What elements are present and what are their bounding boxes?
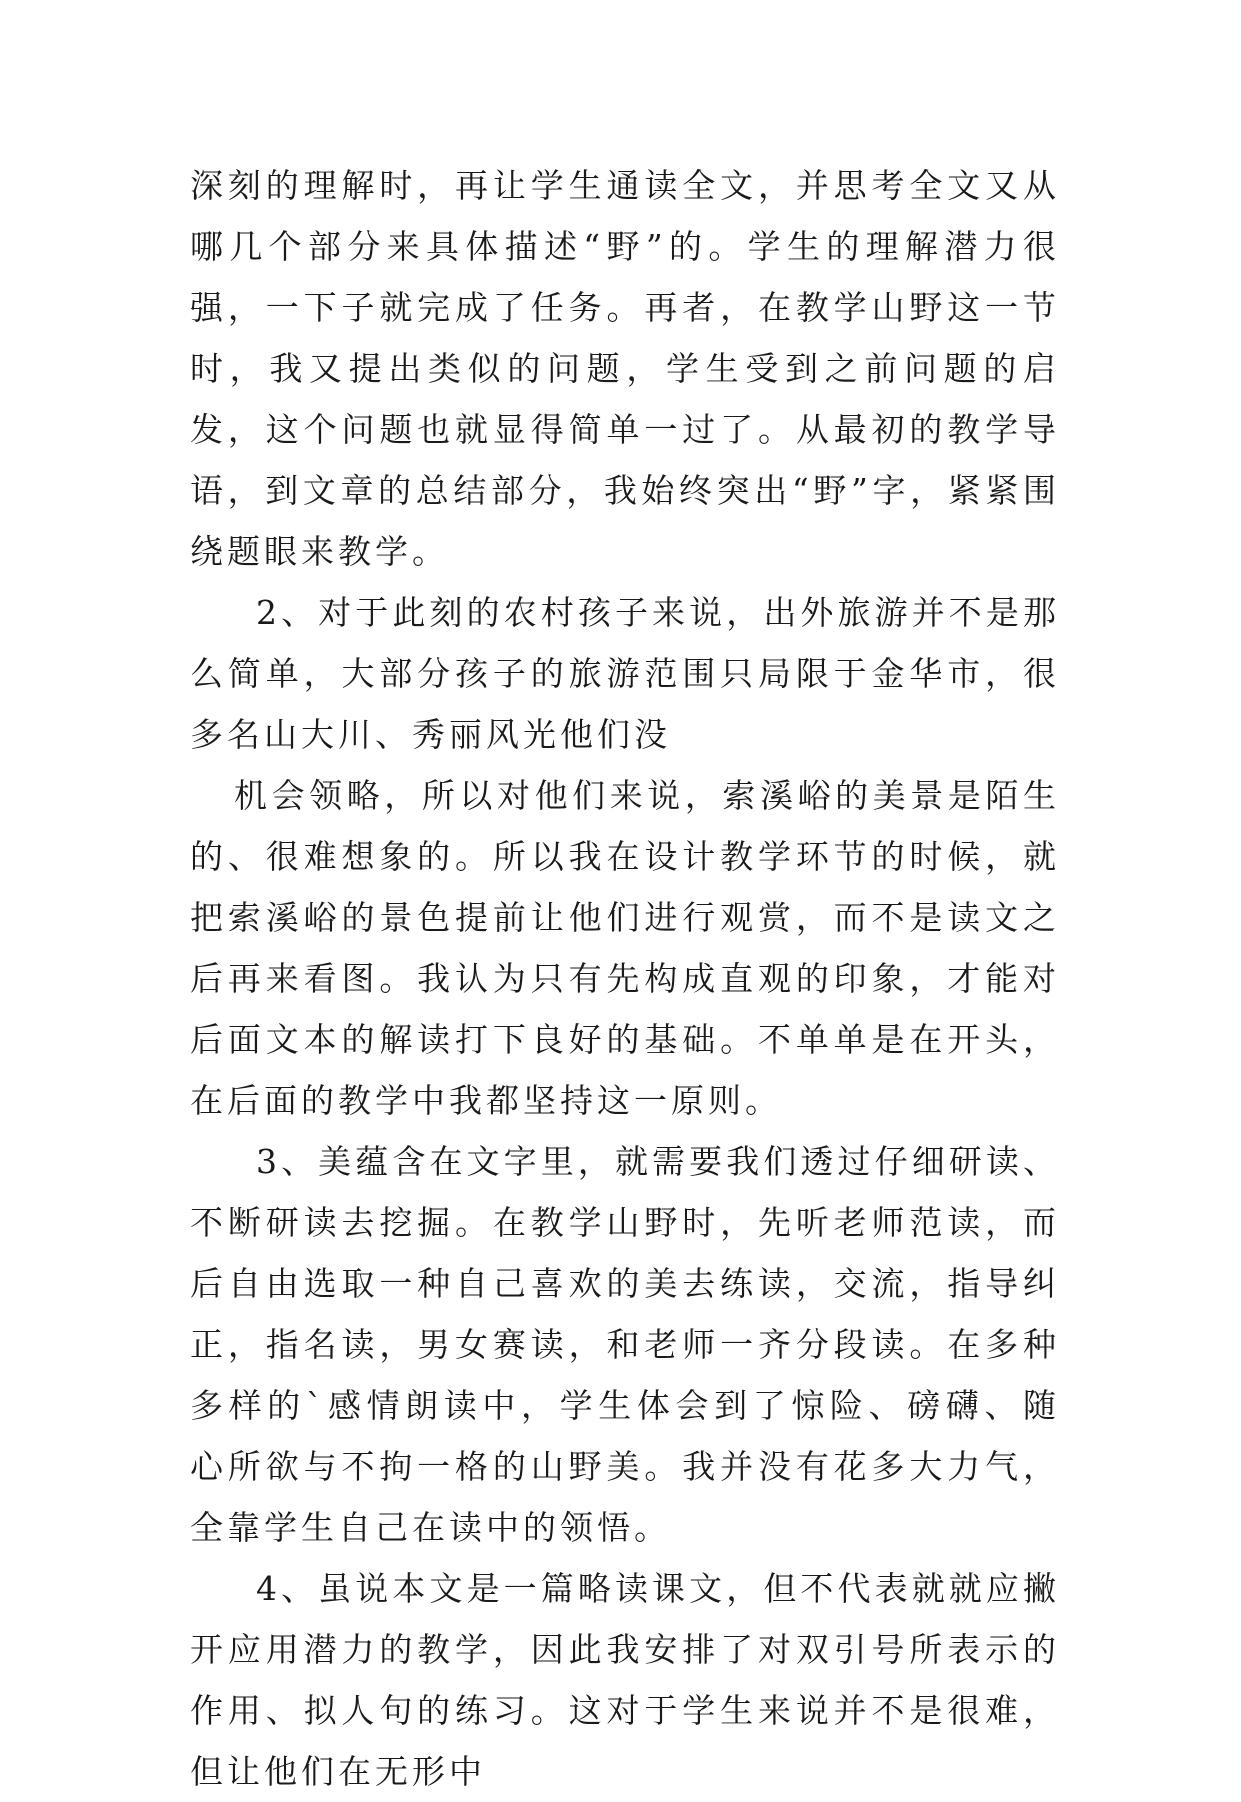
paragraph-2-continued: 机会领略，所以对他们来说，索溪峪的美景是陌生的、很难想象的。所以我在设计教学环节的时候，就把索溪峪的景色提前让他们进行观赏，而不是读文之后再来看图。我认为只有先构成直观的印象，才能对后面文本的解读打下良好的基础。不单单是在开头，在后面的教学中我都坚持这一原则。 [190,776,1060,1120]
paragraph-2: 2、对于此刻的农村孩子来说，出外旅游并不是那么简单，大部分孩子的旅游范围只局限于金华市，很多名山大川、秀丽风光他们没 [190,593,1060,754]
paragraph-continuation: 深刻的理解时，再让学生通读全文，并思考全文又从哪几个部分来具体描述“野”的。学生的理解潜力很强，一下子就完成了任务。再者，在教学山野这一节时，我又提出类似的问题，学生受到之前问题的启发，这个问题也就显得简单一过了。从最初的教学导语，到文章的总结部分，我始终突出“野”字，紧紧围绕题眼来教学。 [190,166,1060,571]
body-text [190,155,1060,1802]
paragraph-4: 4、虽说本文是一篇略读课文，但不代表就就应撇开应用潜力的教学，因此我安排了对双引号所表示的作用、拟人句的练习。这对于学生来说并不是很难，但让他们在无形中 [190,1569,1060,1791]
paragraph-3: 3、美蕴含在文字里，就需要我们透过仔细研读、不断研读去挖掘。在教学山野时，先听老师范读，而后自由选取一种自己喜欢的美去练读，交流，指导纠正，指名读，男女赛读，和老师一齐分段读。在多种多样的`感情朗读中，学生体会到了惊险、磅礴、随心所欲与不拘一格的山野美。我并没有花多大力气，全靠学生自己在读中的领悟。 [190,1142,1060,1547]
